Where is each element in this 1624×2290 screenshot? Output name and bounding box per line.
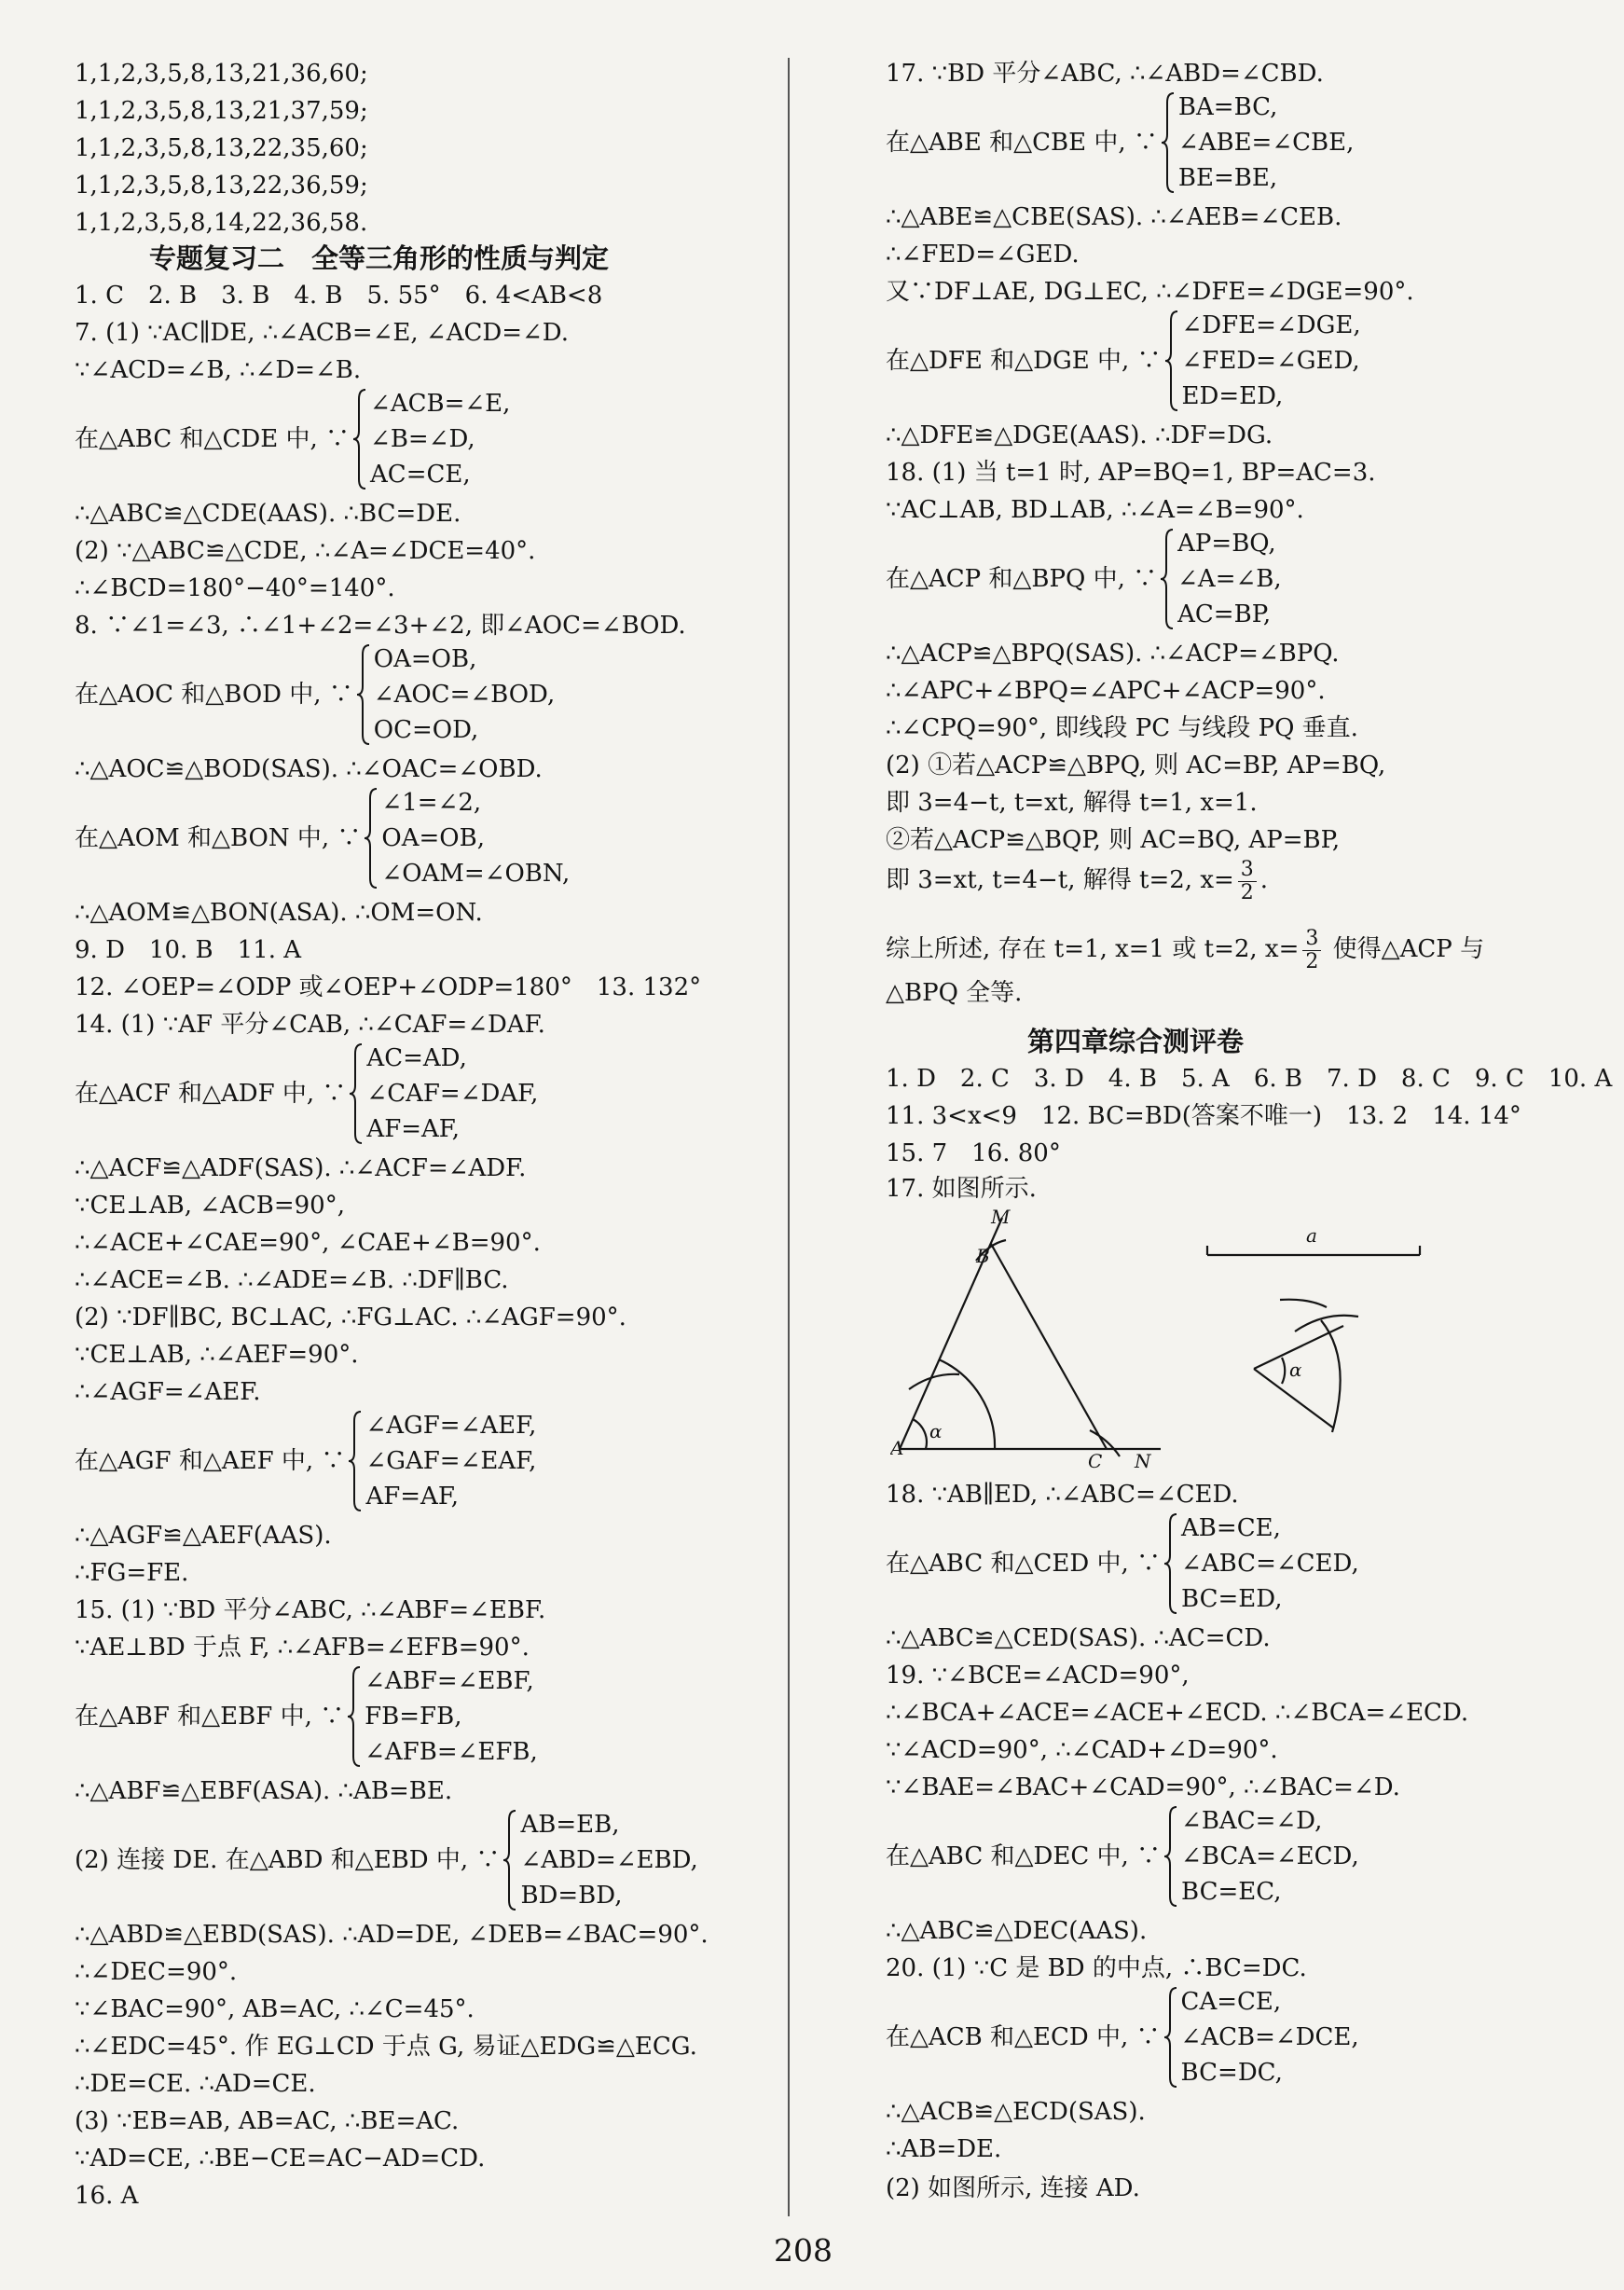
system-row: BC=ED, (1181, 1585, 1283, 1613)
text-line: ∵∠ACD=90°, ∴∠CAD+∠D=90°. (886, 1736, 1278, 1764)
equation-system (886, 308, 1538, 414)
text-line: 1,1,2,3,5,8,13,21,37,59; (75, 97, 368, 125)
text-line: ∴△ACP≌△BPQ(SAS). ∴∠ACP=∠BPQ. (886, 640, 1340, 668)
text-line: ∴△ABC≌△DEC(AAS). (886, 1917, 1148, 1945)
text-line: ∴△ABC≌△CED(SAS). ∴AC=CD. (886, 1624, 1271, 1652)
arc-mark-right-2 (1321, 1320, 1341, 1432)
system-row: ∠ABC=∠CED, (1181, 1550, 1359, 1578)
left-brace (1159, 528, 1176, 630)
left-brace (502, 1809, 518, 1911)
text-line: 18. ∵AB∥ED, ∴∠ABC=∠CED. (886, 1481, 1239, 1509)
system-row: ∠A=∠B, (1177, 565, 1282, 593)
text-line: 1,1,2,3,5,8,14,22,36,58. (75, 209, 368, 237)
left-brace (1163, 1512, 1179, 1615)
fraction (1302, 928, 1321, 973)
fraction-line (886, 923, 1484, 975)
text-line: ∴△ABF≌△EBF(ASA). ∴AB=BE. (75, 1777, 453, 1805)
text-line: 又∵DF⊥AE, DG⊥EC, ∴∠DFE=∠DGE=90°. (886, 278, 1414, 306)
system-prefix: 在△AOC 和△BOD 中, ∵ (75, 681, 353, 709)
text-line: 1,1,2,3,5,8,13,21,36,60; (75, 60, 368, 88)
fraction-numerator: 3 (1238, 859, 1257, 882)
left-brace (1163, 1986, 1179, 2089)
system-row: ∠FED=∠GED, (1181, 347, 1360, 375)
text-line: 16. A (75, 2182, 139, 2210)
system-row: AC=BP, (1177, 600, 1272, 628)
fraction-numerator: 3 (1302, 928, 1321, 951)
equation-system (75, 785, 727, 891)
text-line: (2) ∵△ABC≌△CDE, ∴∠A=∠DCE=40°. (75, 537, 536, 565)
system-row: ∠DFE=∠DGE, (1181, 311, 1361, 339)
system-row: ∠OAM=∠OBN, (381, 860, 571, 888)
text-line: ∵AC⊥AB, BD⊥AB, ∴∠A=∠B=90°. (886, 496, 1304, 524)
text-line: ∴△ACF≌△ADF(SAS). ∴∠ACF=∠ADF. (75, 1154, 527, 1182)
arc-large-left (939, 1359, 995, 1449)
text-line: ∴DE=CE. ∴AD=CE. (75, 2070, 316, 2098)
text-line: 18. (1) 当 t=1 时, AP=BQ=1, BP=AC=3. (886, 459, 1376, 487)
label-m: M (991, 1208, 1011, 1228)
system-prefix: 在△AOM 和△BON 中, ∵ (75, 824, 362, 852)
system-row: ∠ABD=∠EBD, (520, 1846, 698, 1874)
system-prefix: 在△ABE 和△CBE 中, ∵ (886, 129, 1158, 157)
system-row: AF=AF, (365, 1483, 460, 1511)
fraction-denominator: 2 (1305, 949, 1319, 973)
equation-system (886, 90, 1538, 196)
equation-system (886, 526, 1538, 632)
text-line: 1. C 2. B 3. B 4. B 5. 55° 6. 4<AB<8 (75, 282, 603, 310)
system-row: ∠AGF=∠AEF, (365, 1412, 537, 1440)
section-heading: 第四章综合测评卷 (1027, 1026, 1245, 1057)
system-row: ∠AOC=∠BOD, (373, 681, 556, 709)
system-prefix: 在△ABC 和△CED 中, ∵ (886, 1550, 1162, 1578)
text-line: 8. ∵∠1=∠3, ∴∠1+∠2=∠3+∠2, 即∠AOC=∠BOD. (75, 612, 686, 640)
system-row: BA=BC, (1177, 93, 1278, 121)
text-line: ∴∠DEC=90°. (75, 1958, 238, 1986)
system-row: ∠B=∠D, (370, 425, 475, 453)
system-row: BE=BE, (1177, 164, 1278, 192)
system-prefix: 在△AGF 和△AEF 中, ∵ (75, 1447, 346, 1475)
left-brace (346, 1665, 363, 1768)
construction-figure (890, 1208, 1450, 1469)
equation-system (75, 386, 727, 492)
text-line: ∵AD=CE, ∴BE−CE=AC−AD=CD. (75, 2145, 486, 2173)
label-a-point: A (890, 1437, 904, 1459)
left-brace (351, 388, 368, 490)
arc-alpha-right (1282, 1358, 1285, 1384)
system-row: AF=AF, (366, 1115, 461, 1143)
arc-mark-right-3 (1280, 1300, 1327, 1307)
system-prefix: 在△ABC 和△DEC 中, ∵ (886, 1842, 1162, 1870)
text-line: (2) ①若△ACP≌△BPQ, 则 AC=BP, AP=BQ, (886, 752, 1386, 779)
system-row: BD=BD, (520, 1882, 623, 1910)
system-row: AB=EB, (520, 1811, 620, 1839)
page-number: 208 (774, 2232, 833, 2269)
text-line: ∵∠ACD=∠B, ∴∠D=∠B. (75, 356, 362, 384)
text-line: ∴∠EDC=45°. 作 EG⊥CD 于点 G, 易证△EDG≌△ECG. (75, 2033, 697, 2061)
text-line: 1. D 2. C 3. D 4. B 5. A 6. B 7. D 8. C 9. C 10. A (886, 1065, 1613, 1093)
system-row: FB=FB, (365, 1703, 462, 1731)
equation-system (75, 1041, 727, 1147)
equation-system (75, 1807, 727, 1913)
text-line: ∴△AGF≌△AEF(AAS). (75, 1522, 332, 1550)
left-brace (1160, 91, 1177, 194)
fraction-before: 综上所述, 存在 t=1, x=1 或 t=2, x= (886, 935, 1300, 963)
text-line: (2) 如图所示, 连接 AD. (886, 2174, 1140, 2202)
text-line: 15. 7 16. 80° (886, 1139, 1061, 1167)
text-line: 9. D 10. B 11. A (75, 936, 302, 964)
equation-system (886, 1511, 1538, 1617)
text-line: ∴△ACB≌△ECD(SAS). (886, 2098, 1146, 2126)
system-row: ∠CAF=∠DAF, (366, 1080, 539, 1108)
text-line: ∴△AOM≌△BON(ASA). ∴OM=ON. (75, 899, 483, 927)
system-row: AB=CE, (1181, 1514, 1281, 1542)
left-brace (355, 643, 372, 746)
fraction (1238, 859, 1257, 904)
fraction-line (886, 854, 1268, 906)
arc-alpha-small (913, 1419, 927, 1449)
text-line: 17. 如图所示. (886, 1175, 1037, 1203)
text-line: ②若△ACP≌△BQP, 则 AC=BQ, AP=BP, (886, 826, 1341, 854)
equation-system (75, 1663, 727, 1770)
text-line: ∵∠BAE=∠BAC+∠CAD=90°, ∴∠BAC=∠D. (886, 1773, 1400, 1801)
system-prefix: 在△ABF 和△EBF 中, ∵ (75, 1703, 345, 1731)
fraction-after: 使得△ACP 与 (1325, 935, 1485, 963)
text-line: 11. 3<x<9 12. BC=BD(答案不唯一) 13. 2 14. 14° (886, 1102, 1521, 1130)
system-row: OA=OB, (373, 645, 477, 673)
text-line: ∵CE⊥AB, ∠ACB=90°, (75, 1192, 345, 1220)
system-row: ED=ED, (1181, 382, 1284, 410)
text-line: ∴∠AGF=∠AEF. (75, 1378, 261, 1406)
label-alpha-right: α (1289, 1359, 1302, 1381)
fraction-after: . (1259, 866, 1269, 894)
equation-system (886, 1984, 1538, 2090)
text-line: 即 3=4−t, t=xt, 解得 t=1, x=1. (886, 789, 1258, 817)
text-line: 1,1,2,3,5,8,13,22,35,60; (75, 134, 368, 162)
system-row: ∠AFB=∠EFB, (365, 1738, 538, 1766)
system-row: ∠GAF=∠EAF, (365, 1447, 537, 1475)
text-line: 14. (1) ∵AF 平分∠CAB, ∴∠CAF=∠DAF. (75, 1011, 545, 1039)
system-row: ∠ACB=∠E, (370, 390, 511, 418)
segment-bc (991, 1244, 1107, 1449)
label-b: B (976, 1245, 990, 1267)
system-prefix: 在△ACP 和△BPQ 中, ∵ (886, 565, 1158, 593)
label-n: N (1135, 1450, 1151, 1469)
system-row: AC=CE, (370, 461, 471, 489)
label-alpha-left: α (929, 1420, 943, 1442)
system-row: BC=EC, (1181, 1878, 1282, 1906)
system-row: ∠ABE=∠CBE, (1177, 129, 1355, 157)
system-prefix: 在△DFE 和△DGE 中, ∵ (886, 347, 1162, 375)
left-brace (347, 1410, 364, 1512)
system-row: OA=OB, (381, 824, 485, 852)
text-line: ∴△ABE≌△CBE(SAS). ∴∠AEB=∠CEB. (886, 203, 1342, 231)
equation-system (75, 641, 727, 748)
label-c: C (1088, 1450, 1103, 1469)
text-line: 20. (1) ∵C 是 BD 的中点, ∴BC=DC. (886, 1954, 1307, 1982)
fraction-before: 即 3=xt, t=4−t, 解得 t=2, x= (886, 866, 1234, 894)
text-line: ∵AE⊥BD 于点 F, ∴∠AFB=∠EFB=90°. (75, 1634, 530, 1662)
system-prefix: (2) 连接 DE. 在△ABD 和△EBD 中, ∵ (75, 1846, 501, 1874)
left-brace (1163, 310, 1180, 412)
left-brace (1163, 1805, 1179, 1908)
text-line: 19. ∵∠BCE=∠ACD=90°, (886, 1662, 1190, 1690)
text-line: 7. (1) ∵AC∥DE, ∴∠ACB=∠E, ∠ACD=∠D. (75, 319, 569, 347)
equation-system (886, 1803, 1538, 1910)
label-a-segment: a (1306, 1224, 1317, 1247)
system-row: ∠ABF=∠EBF, (365, 1667, 534, 1695)
left-brace (348, 1042, 365, 1145)
text-line: 1,1,2,3,5,8,13,22,36,59; (75, 172, 368, 200)
right-column (811, 0, 1613, 2290)
section-heading: 专题复习二 全等三角形的性质与判定 (149, 242, 610, 274)
fraction-denominator: 2 (1240, 880, 1254, 904)
system-row: BC=DC, (1180, 2059, 1283, 2087)
left-brace (363, 787, 379, 890)
system-row: ∠BCA=∠ECD, (1181, 1842, 1359, 1870)
equation-system (75, 1408, 727, 1514)
text-line: ∴∠ACE+∠CAE=90°, ∠CAE+∠B=90°. (75, 1229, 541, 1257)
system-prefix: 在△ACF 和△ADF 中, ∵ (75, 1080, 347, 1108)
text-line: (2) ∵DF∥BC, BC⊥AC, ∴FG⊥AC. ∴∠AGF=90°. (75, 1304, 626, 1331)
system-row: ∠BAC=∠D, (1181, 1807, 1323, 1835)
text-line: ∴∠BCA+∠ACE=∠ACE+∠ECD. ∴∠BCA=∠ECD. (886, 1699, 1469, 1727)
column-divider (788, 58, 790, 2216)
text-line: ∴△DFE≌△DGE(AAS). ∴DF=DG. (886, 421, 1273, 449)
arc-mark-cross (909, 1374, 959, 1389)
system-row: AP=BQ, (1177, 530, 1276, 558)
text-line: ∴∠FED=∠GED. (886, 241, 1080, 269)
system-row: AC=AD, (366, 1044, 467, 1072)
system-prefix: 在△ACB 和△ECD 中, ∵ (886, 2023, 1161, 2051)
text-line: ∴∠CPQ=90°, 即线段 PC 与线段 PQ 垂直. (886, 714, 1358, 742)
text-line: △BPQ 全等. (886, 979, 1023, 1007)
text-line: ∴AB=DE. (886, 2135, 1002, 2163)
text-line: ∴△AOC≌△BOD(SAS). ∴∠OAC=∠OBD. (75, 755, 543, 783)
text-line: ∴FG=FE. (75, 1559, 189, 1587)
text-line: (3) ∵EB=AB, AB=AC, ∴BE=AC. (75, 2107, 460, 2135)
text-line: 12. ∠OEP=∠ODP 或∠OEP+∠ODP=180° 13. 132° (75, 973, 702, 1001)
system-row: OC=OD, (373, 716, 479, 744)
system-row: ∠1=∠2, (381, 789, 482, 817)
text-line: ∴△ABD≌△EBD(SAS). ∴AD=DE, ∠DEB=∠BAC=90°. (75, 1921, 709, 1949)
system-prefix: 在△ABC 和△CDE 中, ∵ (75, 425, 351, 453)
text-line: ∵∠BAC=90°, AB=AC, ∴∠C=45°. (75, 1995, 475, 2023)
text-line: ∴∠BCD=180°−40°=140°. (75, 574, 395, 602)
text-line: ∴△ABC≌△CDE(AAS). ∴BC=DE. (75, 500, 461, 528)
text-line: ∵CE⊥AB, ∴∠AEF=90°. (75, 1341, 359, 1369)
system-row: ∠ACB=∠DCE, (1180, 2023, 1359, 2051)
text-line: ∴∠APC+∠BPQ=∠APC+∠ACP=90°. (886, 677, 1326, 705)
left-column (0, 0, 746, 2290)
text-line: 15. (1) ∵BD 平分∠ABC, ∴∠ABF=∠EBF. (75, 1596, 546, 1624)
system-row: CA=CE, (1180, 1988, 1282, 2016)
text-line: 17. ∵BD 平分∠ABC, ∴∠ABD=∠CBD. (886, 60, 1324, 88)
text-line: ∴∠ACE=∠B. ∴∠ADE=∠B. ∴DF∥BC. (75, 1266, 509, 1294)
